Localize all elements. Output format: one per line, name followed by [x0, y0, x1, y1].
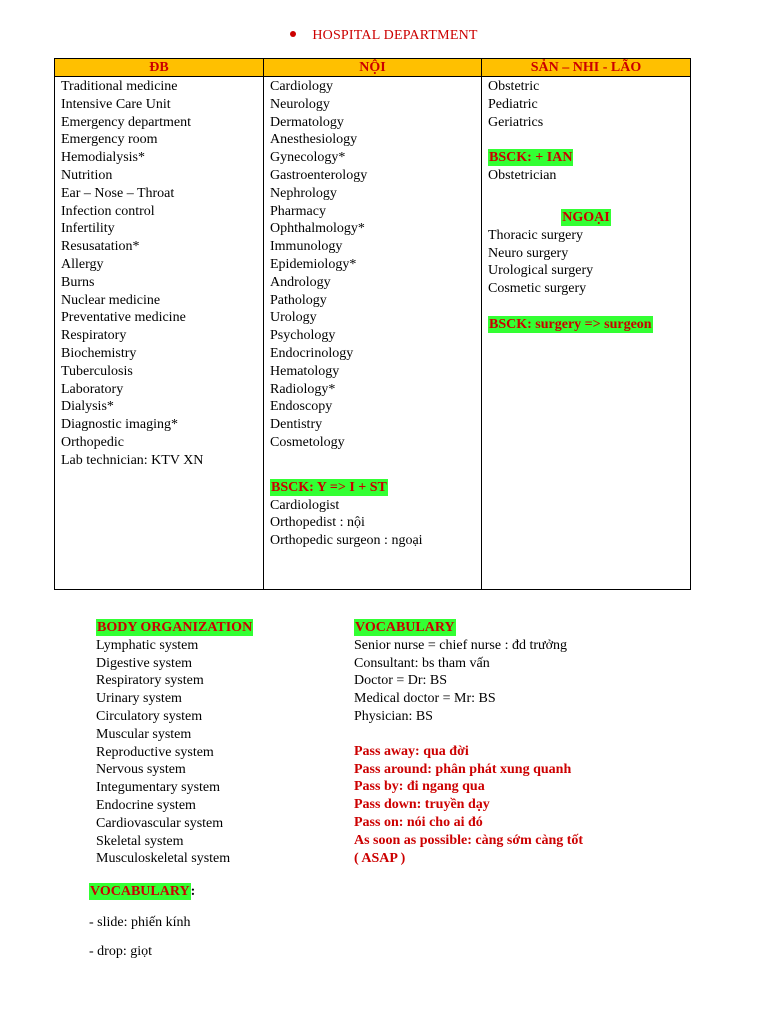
- column-db: [55, 77, 264, 590]
- department-item: Emergency room: [61, 132, 158, 148]
- department-item: Ear – Nose – Throat: [61, 185, 175, 201]
- bsck-san: BSCK: + IAN: [489, 150, 573, 166]
- department-item: Cardiology: [270, 79, 333, 94]
- department-item: Gynecology*: [270, 150, 346, 166]
- vocab-red-item: Pass on: nói cho ai đó: [354, 814, 483, 830]
- bsck-ngoai: BSCK: surgery => surgeon: [489, 316, 652, 332]
- department-item: Allergy: [61, 256, 104, 272]
- department-item: Ophthalmology*: [270, 221, 365, 237]
- bsck-noi: BSCK: Y => I + ST: [271, 479, 387, 495]
- department-item: Anesthesiology: [270, 132, 358, 148]
- column-san-nhi-lao: [482, 77, 691, 590]
- vocab-red-item: Pass down: truyền dạy: [354, 797, 490, 813]
- department-item: Andrology: [270, 274, 331, 290]
- department-item: Obstetric: [488, 79, 540, 94]
- department-item: Endocrinology: [270, 345, 354, 361]
- header-db: ĐB: [55, 59, 264, 77]
- department-item: Preventative medicine: [61, 310, 186, 326]
- department-item: Nuclear medicine: [61, 292, 161, 308]
- department-item: Infection control: [61, 203, 155, 219]
- department-item: Resusatation*: [61, 239, 140, 255]
- department-item: Diagnostic imaging*: [61, 417, 179, 433]
- department-item: Laboratory: [61, 381, 124, 397]
- body-system-item: Endocrine system: [96, 797, 196, 813]
- body-system-item: Circulatory system: [96, 708, 203, 724]
- heading-colon: :: [190, 884, 196, 899]
- department-item: Pharmacy: [270, 203, 326, 219]
- header-san-nhi-lao: SẢN – NHI - LÃO: [482, 59, 691, 77]
- department-item: Immunology: [270, 239, 343, 255]
- department-item: Nephrology: [270, 185, 337, 201]
- department-item: Endoscopy: [270, 399, 333, 415]
- vocab-item: Senior nurse = chief nurse : đd trưởng: [354, 637, 568, 653]
- department-item: Hematology: [270, 363, 340, 379]
- heading-ngoai: NGOẠI: [562, 209, 610, 225]
- department-item: Infertility: [61, 221, 115, 237]
- body-system-item: Skeletal system: [96, 833, 184, 849]
- department-item: Intensive Care Unit: [61, 96, 171, 112]
- vocabulary-heading: VOCABULARY: [355, 620, 455, 635]
- surgery-item: Neuro surgery: [488, 245, 569, 261]
- department-item: Orthopedic: [61, 434, 124, 450]
- body-organization-heading: BODY ORGANIZATION: [97, 620, 253, 635]
- department-item: Psychology: [270, 328, 336, 344]
- vocab-red-item: As soon as possible: càng sớm càng tốt: [354, 832, 584, 848]
- body-system-item: Reproductive system: [96, 744, 214, 760]
- surgery-item: Thoracic surgery: [488, 227, 583, 243]
- vocabulary-bottom-section: [89, 883, 195, 960]
- header-noi: NỘI: [264, 59, 482, 77]
- department-item: Pathology: [270, 292, 327, 308]
- department-item: Dermatology: [270, 114, 344, 130]
- specialist-item: Cardiologist: [270, 497, 340, 513]
- column-noi: [264, 77, 482, 590]
- specialist-item: Orthopedist : nội: [270, 515, 365, 531]
- bullet-icon: [290, 31, 296, 37]
- specialist-item: Obstetrician: [488, 168, 557, 184]
- body-system-item: Urinary system: [96, 691, 182, 707]
- vocab-item: - slide: phiến kính: [89, 914, 191, 930]
- department-item: Hemodialysis*: [61, 150, 145, 166]
- department-item: Traditional medicine: [61, 79, 178, 94]
- body-system-item: Lymphatic system: [96, 637, 199, 653]
- department-item: Nutrition: [61, 167, 113, 183]
- body-system-item: Muscular system: [96, 726, 192, 742]
- body-system-item: Digestive system: [96, 655, 193, 671]
- department-item: Biochemistry: [61, 345, 137, 361]
- department-item: Tuberculosis: [61, 363, 133, 379]
- body-system-item: Nervous system: [96, 762, 186, 778]
- department-table: [54, 58, 691, 590]
- department-item: Epidemiology*: [270, 256, 357, 272]
- department-item: Lab technician: KTV XN: [61, 452, 204, 468]
- vocab-red-item: ( ASAP ): [354, 850, 406, 866]
- body-organization-section: [96, 619, 253, 868]
- department-item: Urology: [270, 310, 317, 326]
- body-system-item: Cardiovascular system: [96, 815, 224, 831]
- body-system-item: Musculoskeletal system: [96, 851, 231, 867]
- vocab-item: Medical doctor = Mr: BS: [354, 691, 496, 707]
- body-system-item: Respiratory system: [96, 673, 204, 689]
- department-item: Pediatric: [488, 96, 538, 112]
- surgery-item: Cosmetic surgery: [488, 281, 587, 297]
- department-item: Dialysis*: [61, 399, 114, 415]
- department-item: Radiology*: [270, 381, 336, 397]
- department-item: Gastroenterology: [270, 167, 368, 183]
- department-item: Respiratory: [61, 328, 127, 344]
- vocabulary-bottom-heading: VOCABULARY: [90, 884, 190, 899]
- vocab-item: Physician: BS: [354, 708, 433, 724]
- specialist-item: Orthopedic surgeon : ngoại: [270, 533, 423, 549]
- vocab-item: Doctor = Dr: BS: [354, 673, 448, 689]
- vocab-red-item: Pass by: đi ngang qua: [354, 779, 485, 795]
- department-item: Neurology: [270, 96, 330, 112]
- vocab-item: Consultant: bs tham vấn: [354, 655, 490, 671]
- vocab-item: - drop: giọt: [89, 943, 152, 959]
- department-item: Cosmetology: [270, 434, 345, 450]
- vocabulary-section: [354, 619, 583, 867]
- body-system-item: Integumentary system: [96, 780, 221, 796]
- surgery-item: Urological surgery: [488, 263, 594, 279]
- department-item: Emergency department: [61, 114, 191, 130]
- vocab-red-item: Pass around: phân phát xung quanh: [354, 761, 572, 777]
- department-item: Geriatrics: [488, 114, 544, 130]
- vocab-red-item: Pass away: qua đời: [354, 743, 469, 759]
- department-item: Dentistry: [270, 417, 323, 433]
- page-title: HOSPITAL DEPARTMENT: [0, 28, 768, 44]
- department-item: Burns: [61, 274, 95, 290]
